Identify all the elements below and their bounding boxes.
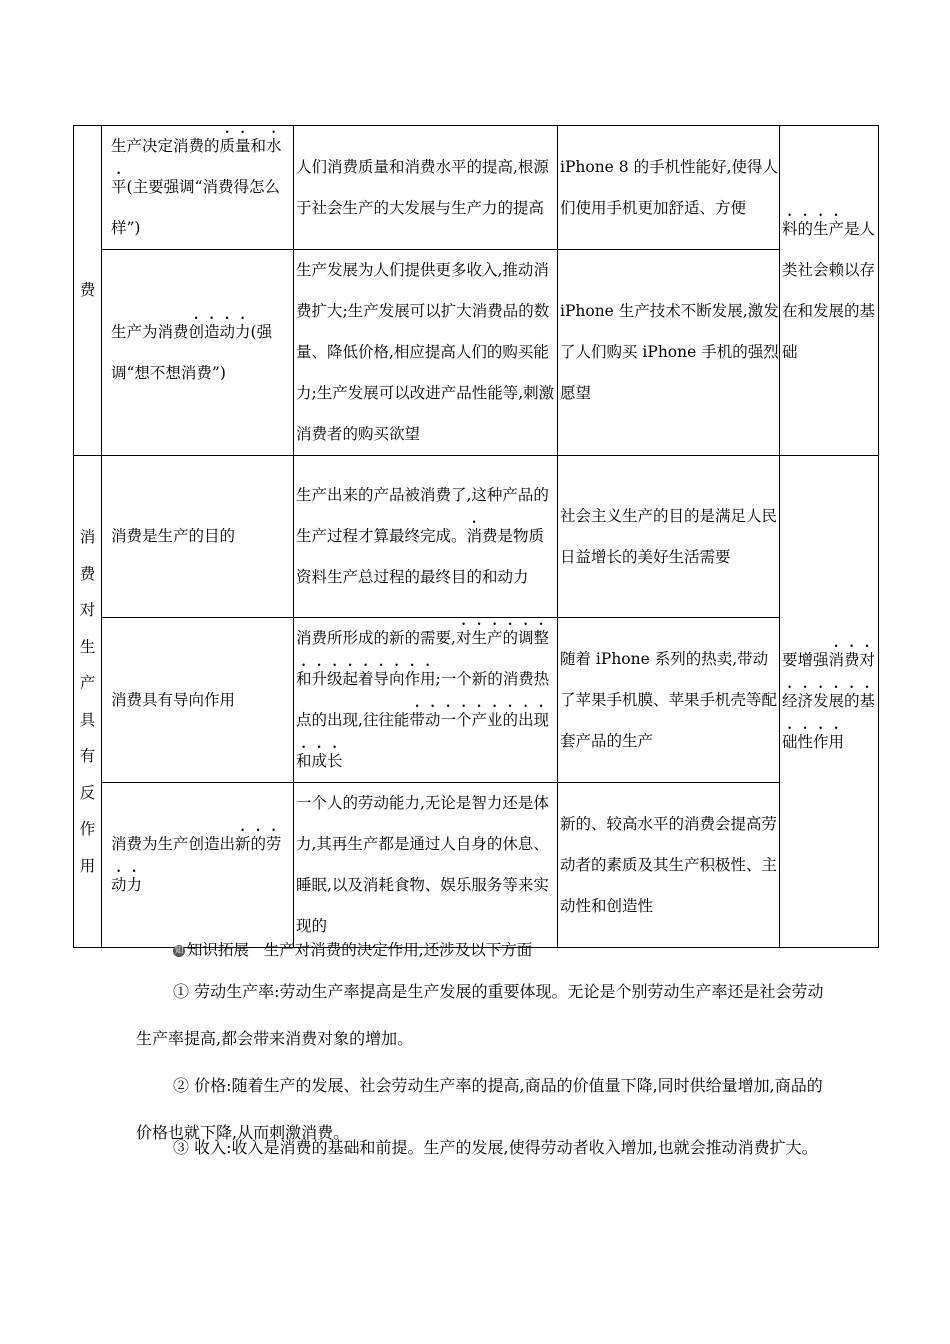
cell-example: 新的、较高水平的消费会提高劳动者的素质及其生产积极性、主动性和创造性 [558,783,780,948]
cell-example: 社会主义生产的目的是满足人民日益增长的美好生活需要 [558,456,780,618]
table-row [74,456,879,618]
cell-significance: 料的生产是人类社会赖以存在和发展的基础 [780,126,879,456]
cell-topic: 消费具有导向作用 [102,618,294,783]
note-title: 知识拓展 [187,941,250,959]
cell-topic: 生产为消费创造动力(强调“想不想消费”) [102,250,294,456]
cell-example: iPhone 生产技术不断发展,激发了人们购买 iPhone 手机的强烈愿望 [558,250,780,456]
table-row [74,618,879,783]
cell-topic: 消费为生产创造出新的劳动力 [102,783,294,948]
group-label-production: 费 [74,126,102,456]
comparison-table [73,125,879,948]
group-label-consumption: 消费对生产具有反作用 [74,456,102,948]
note-text: 生产对消费的决定作用,还涉及以下方面 [263,941,533,959]
paragraph-productivity: ① 劳动生产率:劳动生产率提高是生产发展的重要体现。无论是个别劳动生产率还是社会劳动生产率提高,都会带来消费对象的增加。 [136,982,824,1048]
note-badge-icon: 知 [174,946,184,956]
paragraph-income: ③ 收入:收入是消费的基础和前提。生产的发展,使得劳动者收入增加,也就会推动消费扩大。 [173,1138,818,1157]
knowledge-note [173,939,532,961]
cell-significance: 要增强消费对经济发展的基础性作用 [780,456,879,948]
cell-topic: 生产决定消费的质量和水平(主要强调“消费得怎么样”) [102,126,294,250]
cell-explanation: 生产发展为人们提供更多收入,推动消费扩大;生产发展可以扩大消费品的数量、降低价格,相应提高人们的购买能力;生产发展可以改进产品性能等,刺激消费者的购买欲望 [294,250,558,456]
table-row [74,783,879,948]
cell-example: 随着 iPhone 系列的热卖,带动了苹果手机膜、苹果手机壳等配套产品的生产 [558,618,780,783]
paragraph-price: ② 价格:随着生产的发展、社会劳动生产率的提高,商品的价值量下降,同时供给量增加,商品的价格也就下降,从而刺激消费。 [136,1076,823,1142]
cell-explanation: 人们消费质量和消费水平的提高,根源于社会生产的大发展与生产力的提高 [294,126,558,250]
table-row [74,250,879,456]
cell-explanation: 生产出来的产品被消费了,这种产品的生产过程才算最终完成。消费是物质资料生产总过程的最终目的和动力 [294,456,558,618]
cell-explanation: 一个人的劳动能力,无论是智力还是体力,其再生产都是通过人自身的休息、睡眠,以及消耗食物、娱乐服务等来实现的 [294,783,558,948]
table-row [74,126,879,250]
cell-topic: 消费是生产的目的 [102,456,294,618]
cell-example: iPhone 8 的手机性能好,使得人们使用手机更加舒适、方便 [558,126,780,250]
cell-explanation: 消费所形成的新的需要,对生产的调整和升级起着导向作用;一个新的消费热点的出现,往往能带动一个产业的出现和成长 [294,618,558,783]
